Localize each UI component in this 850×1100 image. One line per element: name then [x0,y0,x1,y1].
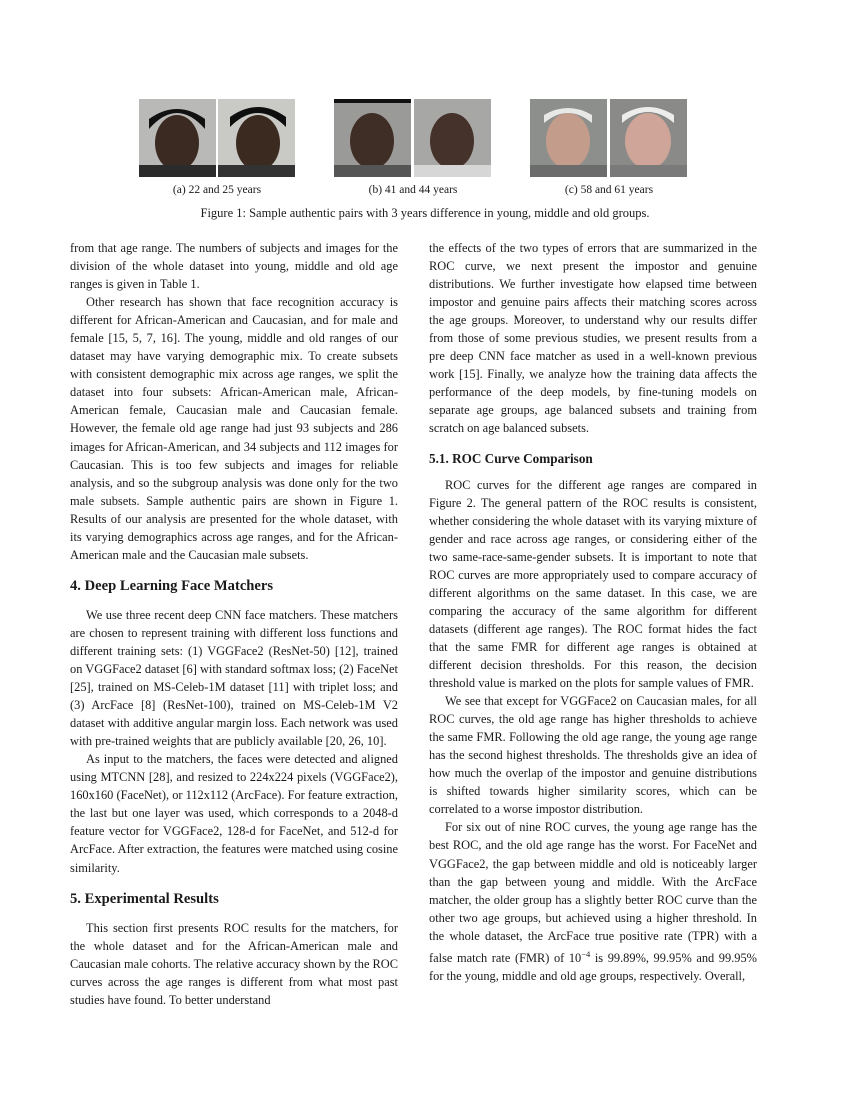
paragraph: We see that except for VGGFace2 on Caucasian males, for all ROC curves, the old age range has higher thresholds to achieve the same FMR. Following the old age range, the young age range has the second highest thresholds. The thresholds give an idea of how much the overlap of the impostor and genuine distributions is shifted towards higher similarity scores, which can be correlated to a worse impostor distribution. [429,694,757,817]
paragraph: the effects of the two types of errors that are summarized in the ROC curve, we next present the impostor and genuine distributions. We further investigate how elapsed time between impostor and genuine pairs affects their matching scores across the age groups. Moreover, to understand why our results differ from those of some previous studies, we present results from a pre deep CNN face matcher as used in a well-known previous work [15]. Finally, we analyze how the training data affects the performance of the deep models, by fine-tuning models on separate age groups, age balanced subsets and training from scratch on age balanced subsets. [429,241,757,436]
paragraph-text: is 99.89%, 99.95% and 99.95% for the young, middle and old age groups, respectively. Overall, [429,950,757,983]
paragraph: ROC curves for the different age ranges are compared in Figure 2. The general pattern of the ROC results is consistent, whether considering the whole dataset with its varying mixture of gender and race across age ranges, or considering either of the two same-race-same-gender subsets. It is important to note that ROC curves are more appropriately used to compare accuracy of different algorithms on the same dataset. In this case, we are comparing the accuracy of the same algorithm for different datasets (different age ranges). The ROC format hides the fact that the same FMR for different age ranges is obtained at different decision thresholds. For this reason, the decision threshold value is marked on the plots for sample values of FMR. [429,477,757,691]
face-photo-old-2 [610,99,687,177]
face-photo-old-1 [530,99,607,177]
paragraph: As input to the matchers, the faces were detected and aligned using MTCNN [28], and resized to 224x224 pixels (VGGFace2), 160x160 (FaceNet), or 112x112 (ArcFace). For feature extraction, the last but one layer was used, which corresponds to a 2048-d feature vector for VGGFace2, 128-d for FaceNet, and 512-d for ArcFace. After extraction, the features were matched using cosine similarity. [70,752,399,875]
paragraph [429,818,757,985]
section-heading-4: 4. Deep Learning Face Matchers [70,577,274,594]
paragraph: Other research has shown that face recognition accuracy is different for African-American and Caucasian, and for male and female [15, 5, 7, 16]. The young, middle and old ranges of our dataset may have varying demographic mix. To create subsets with consistent demographic mix across age ranges, we split the dataset into four subsets: African-American male, African-American female, Caucasian male and Caucasian female. However, the female old age range had just 93 subjects and 286 images for African-American, and 34 subjects and 112 images for Caucasian. This is too few subjects and images for reliable analysis, and so the subgroup analysis was done only for the two male subsets. Sample authentic pairs are shown in Figure 1. Results of our analysis are presented for the whole dataset, with its varying demographics across age ranges, and for the African-American male and the Caucasian male subsets. [70,295,398,562]
paragraph-text: For six out of nine ROC curves, the young age range has the best ROC, and the old age range has the worst. For FaceNet and VGGFace2, the gap between middle and old is noticeably larger than the gap between young and middle. With the ArcFace matcher, the older group has a slightly better ROC curve than the other two age groups, but achieved using a higher threshold. In the whole dataset, the ArcFace true positive rate (TPR) with a false match rate (FMR) of [429,820,757,965]
figure-1 [0,99,850,179]
figure-caption: Figure 1: Sample authentic pairs with 3 years difference in young, middle and old groups. [200,206,650,220]
subfigure-caption-b: (b) 41 and 44 years [368,184,458,196]
exponent-base: 10 [568,950,582,965]
subfigure-caption-c: (c) 58 and 61 years [564,184,654,196]
subfigure-caption-a: (a) 22 and 25 years [172,184,262,196]
left-column [70,239,398,1009]
exponent-power: −4 [581,948,591,959]
section-heading-5: 5. Experimental Results [70,890,219,907]
face-photo-young-1 [139,99,216,177]
subsection-heading-5-1: 5.1. ROC Curve Comparison [429,450,593,466]
face-photo-middle-2 [414,99,491,177]
paragraph: from that age range. The numbers of subjects and images for the division of the whole dataset into young, middle and old age ranges is given in Table 1. [70,241,398,292]
paragraph: This section first presents ROC results for the matchers, for the whole dataset and for the African-American male and Caucasian male cohorts. The relative accuracy shown by the ROC curves across the age ranges is different from what most past studies have found. To better understand [70,920,399,1007]
right-column [429,239,757,985]
paragraph: We use three recent deep CNN face matchers. These matchers are chosen to represent training with different loss functions and different training sets: (1) VGGFace2 (ResNet-50) [12], trained on VGGFace2 dataset [6] with standard softmax loss; (2) FaceNet [25], trained on MS-Celeb-1M dataset [11] with triplet loss; and (3) ArcFace [8] (ResNet-100), trained on MS-Celeb-1M V2 dataset with additive angular margin loss. Each network was used with pre-trained weights that are publicly available [20, 26, 10]. [70,607,398,749]
face-photo-young-2 [218,99,295,177]
face-photo-middle-1 [334,99,411,177]
